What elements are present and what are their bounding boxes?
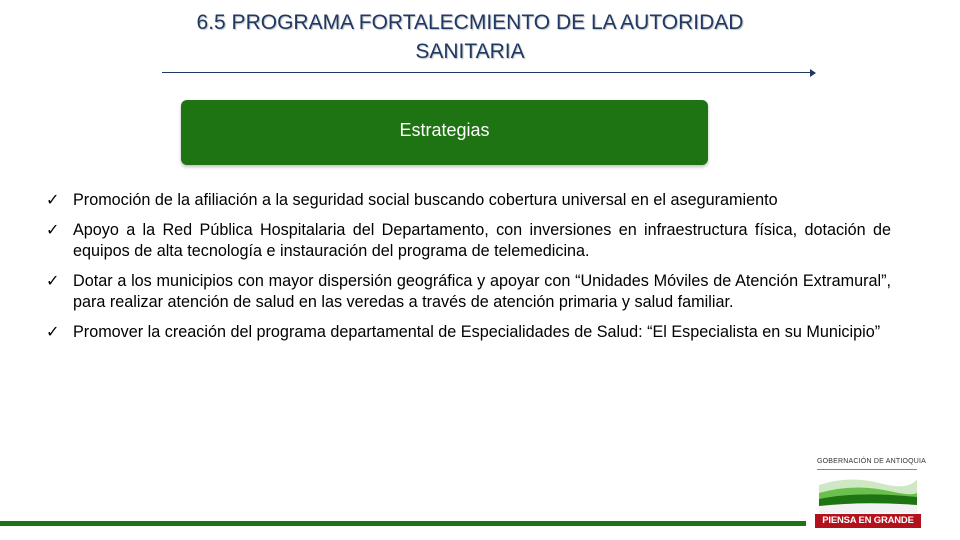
checkmark-icon: ✓ xyxy=(46,222,60,239)
strategies-box xyxy=(181,100,708,165)
strategy-list xyxy=(46,190,891,352)
list-item xyxy=(46,271,891,313)
gobernacion-logo xyxy=(813,458,927,530)
logo-bottom-text: PIENSA EN GRANDE xyxy=(815,514,921,528)
slide-title-line-1: 6.5 PROGRAMA FORTALECMIENTO DE LA AUTORIDAD xyxy=(196,11,744,34)
strategies-label: Estrategias xyxy=(399,120,490,140)
list-item-text: Promoción de la afiliación a la seguridad social buscando cobertura universal en el aseguramiento xyxy=(73,191,778,209)
title-underline-arrow-icon xyxy=(810,69,816,77)
list-item-text: Promover la creación del programa departamental de Especialidades de Salud: “El Especialista en su Municipio” xyxy=(73,323,881,341)
list-item xyxy=(46,190,891,211)
checkmark-icon: ✓ xyxy=(46,192,60,209)
list-item xyxy=(46,220,891,262)
list-item xyxy=(46,322,891,343)
checkmark-icon: ✓ xyxy=(46,324,60,341)
list-item-text: Dotar a los municipios con mayor dispersión geográfica y apoyar con “Unidades Móviles de Atención Extramural”, para realizar atención de salud en las veredas a través de atención primaria y salud familiar. xyxy=(73,272,891,311)
hills-logo-icon xyxy=(819,473,917,513)
logo-top-text: GOBERNACIÓN DE ANTIOQUIA xyxy=(817,458,927,465)
slide-title-line-2: SANITARIA xyxy=(415,40,525,63)
checkmark-icon: ✓ xyxy=(46,273,60,290)
title-underline xyxy=(162,72,812,73)
list-item-text: Apoyo a la Red Pública Hospitalaria del Departamento, con inversiones en infraestructura física, dotación de equipos de alta tecnología e instauración del programa de telemedicina. xyxy=(73,221,891,260)
footer-green-bar xyxy=(0,521,806,526)
logo-divider xyxy=(817,469,917,470)
slide-title xyxy=(130,8,810,66)
